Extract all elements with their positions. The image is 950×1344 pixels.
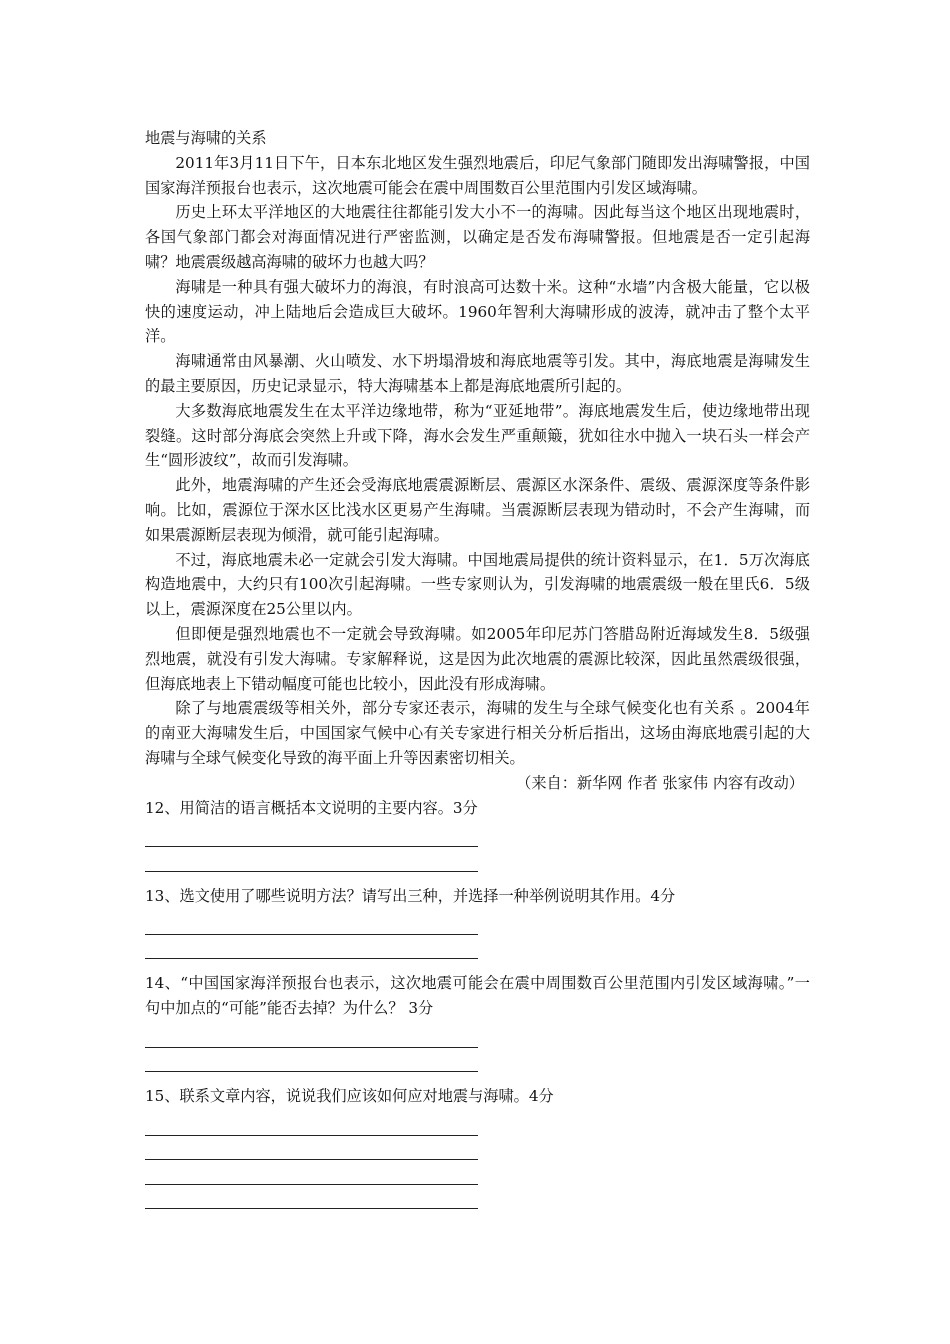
question-12-answer-area <box>145 822 810 871</box>
question-13 <box>145 884 810 960</box>
question-15-text: 15、联系文章内容，说说我们应该如何应对地震与海啸。4分 <box>145 1087 554 1106</box>
answer-line[interactable] <box>145 822 478 847</box>
answer-line[interactable] <box>145 847 478 872</box>
answer-line[interactable] <box>145 910 478 935</box>
answer-line[interactable] <box>145 1136 478 1161</box>
article-source: （来自：新华网 作者 张家伟 内容有改动） <box>516 773 804 792</box>
article-paragraph-6: 此外，地震海啸的产生还会受海底地震震源断层、震源区水深条件、震级、震源深度等条件影响。比如，震源位于深水区比浅水区更易产生海啸。当震源断层表现为错动时，不会产生海啸，而如果震源断层表现为倾滑，就可能引起海啸。 <box>145 476 810 544</box>
article-paragraph-2: 历史上环太平洋地区的大地震往往都能引发大小不一的海啸。因此每当这个地区出现地震时，各国气象部门都会对海面情况进行严密监测，以确定是否发布海啸警报。但地震是否一定引起海啸？地震震级越高海啸的破坏力也越大吗？ <box>145 203 810 271</box>
answer-line[interactable] <box>145 1111 478 1136</box>
question-12-text: 12、用简洁的语言概括本文说明的主要内容。3分 <box>145 798 478 817</box>
question-14-answer-area <box>145 1023 810 1072</box>
question-13-text: 13、选文使用了哪些说明方法？请写出三种，并选择一种举例说明其作用。4分 <box>145 886 676 905</box>
question-12 <box>145 796 810 872</box>
article-body <box>145 151 810 796</box>
article-paragraph-7: 不过，海底地震未必一定就会引发大海啸。中国地震局提供的统计资料显示，在1．5万次海底构造地震中，大约只有100次引起海啸。一些专家则认为，引发海啸的地震震级一般在里氏6．5级以上，震源深度在25公里以内。 <box>145 550 810 619</box>
article-paragraph-9: 除了与地震震级等相关外，部分专家还表示，海啸的发生与全球气候变化也有关系 。2004年的南亚大海啸发生后，中国国家气候中心有关专家进行相关分析后指出，这场由海底地震引起的大海啸与全球气候变化导致的海平面上升等因素密切相关。 <box>145 699 810 767</box>
exam-page <box>145 126 810 1221</box>
article-paragraph-3: 海啸是一种具有强大破坏力的海浪，有时浪高可达数十米。这种“水墙”内含极大能量，它以极快的速度运动，冲上陆地后会造成巨大破坏。1960年智利大海啸形成的波涛，就冲击了整个太平洋。 <box>145 277 810 346</box>
answer-line[interactable] <box>145 1023 478 1048</box>
article-title: 地震与海啸的关系 <box>145 129 267 147</box>
question-13-answer-area <box>145 910 810 959</box>
article-paragraph-4: 海啸通常由风暴潮、火山喷发、水下坍塌滑坡和海底地震等引发。其中，海底地震是海啸发生的最主要原因，历史记录显示，特大海啸基本上都是海底地震所引起的。 <box>145 352 810 395</box>
question-14 <box>145 971 810 1072</box>
question-14-text: 14、“中国国家海洋预报台也表示，这次地震可能会在震中周围数百公里范围内引发区域海啸。”一句中加点的“可能”能否去掉？为什么？ 3分 <box>145 974 810 1018</box>
article-paragraph-1: 2011年3月11日下午，日本东北地区发生强烈地震后，印尼气象部门随即发出海啸警报，中国国家海洋预报台也表示，这次地震可能会在震中周围数百公里范围内引发区域海啸。 <box>145 153 810 197</box>
question-15 <box>145 1084 810 1209</box>
answer-line[interactable] <box>145 935 478 960</box>
question-15-answer-area <box>145 1111 810 1209</box>
article-paragraph-8: 但即便是强烈地震也不一定就会导致海啸。如2005年印尼苏门答腊岛附近海域发生8．5级强烈地震，就没有引发大海啸。专家解释说，这是因为此次地震的震源比较深，因此虽然震级很强，但海底地表上下错动幅度可能也比较小，因此没有形成海啸。 <box>145 624 810 693</box>
answer-line[interactable] <box>145 1160 478 1185</box>
article-paragraph-5: 大多数海底地震发生在太平洋边缘地带，称为“亚延地带”。海底地震发生后，使边缘地带出现裂缝。这时部分海底会突然上升或下降，海水会发生严重颠簸，犹如往水中抛入一块石头一样会产生“圆形波纹”，故而引发海啸。 <box>145 401 810 470</box>
answer-line[interactable] <box>145 1185 478 1210</box>
answer-line[interactable] <box>145 1048 478 1073</box>
